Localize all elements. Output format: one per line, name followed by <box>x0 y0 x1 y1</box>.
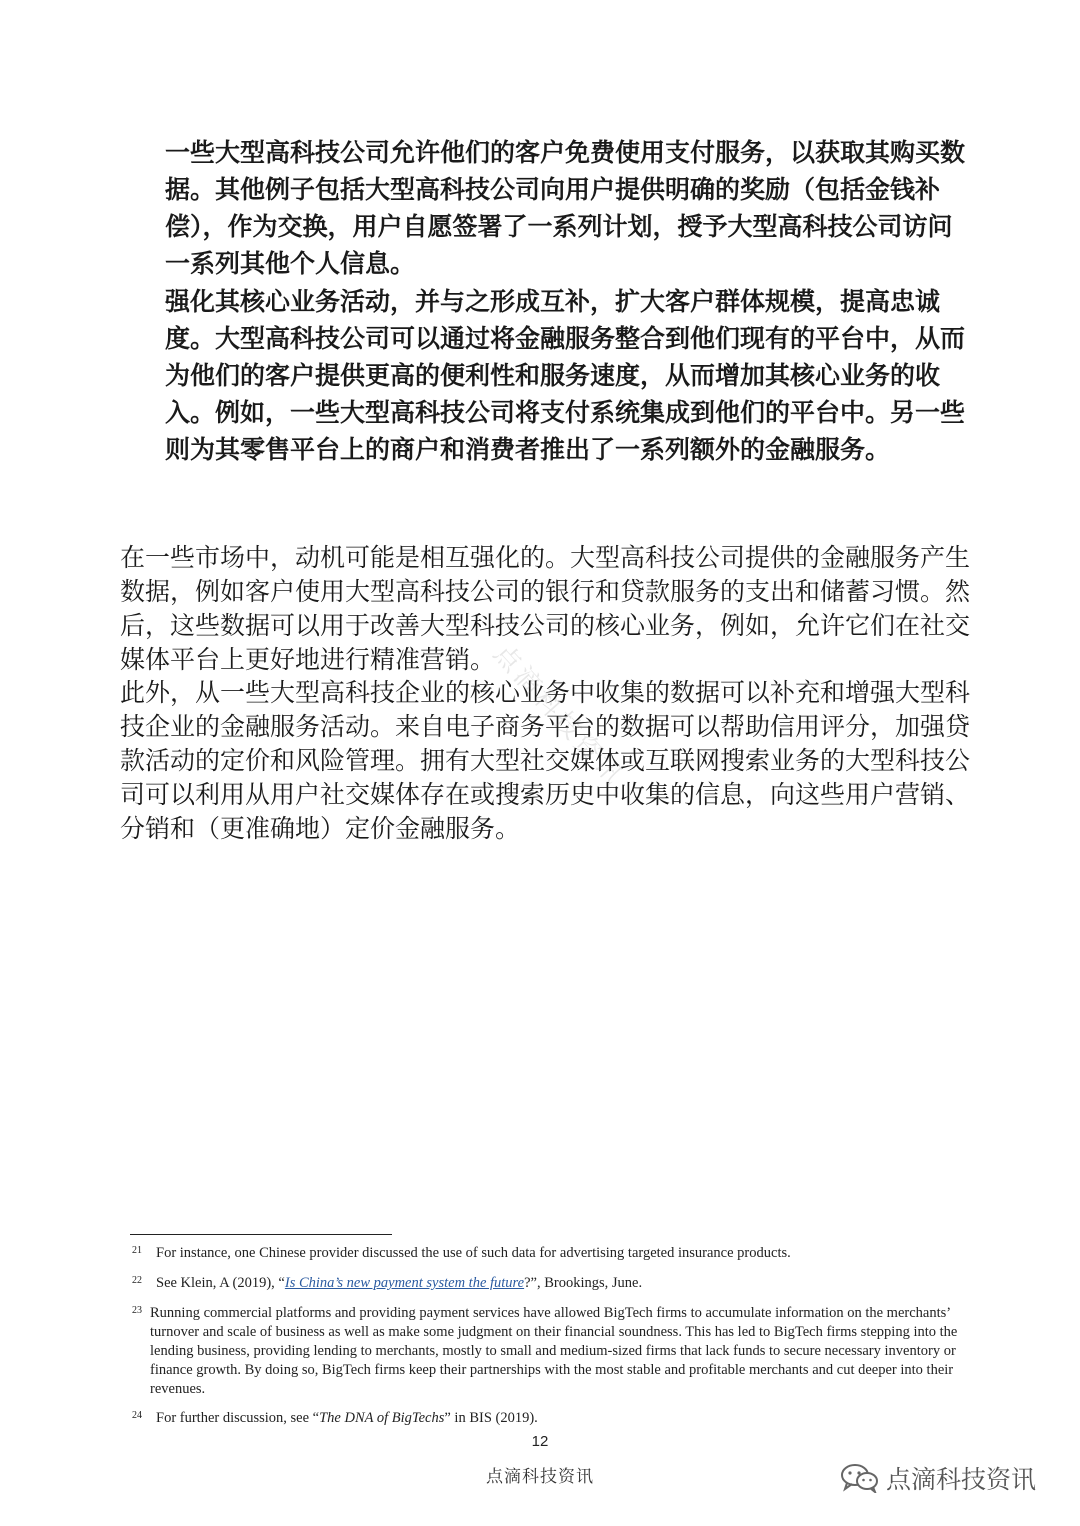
diagonal-watermark-stamp: 点滴科技资讯 <box>487 639 631 793</box>
footnote-21 <box>130 1244 960 1263</box>
footnote-number: 22 <box>132 1275 142 1286</box>
footnote-24 <box>130 1409 960 1428</box>
footnote-title: The DNA of BigTechs <box>319 1410 445 1426</box>
footnote-text: For instance, one Chinese provider discussed the use of such data for advertising targeted insurance products. <box>156 1245 791 1261</box>
bold-paragraph-text: 一些大型高科技公司允许他们的客户免费使用支付服务，以获取其购买数据。其他例子包括大型高科技公司向用户提供明确的奖励（包括金钱补偿），作为交换，用户自愿签署了一系列计划，授予大型高科技公司访问一系列其他个人信息。 <box>165 138 966 278</box>
body-paragraph-text: 在一些市场中，动机可能是相互强化的。大型高科技公司提供的金融服务产生数据，例如客户使用大型高科技公司的银行和贷款服务的支出和储蓄习惯。然后，这些数据可以用于改善大型科技公司的核心业务，例如，允许它们在社交媒体平台上更好地进行精准营销。 <box>120 543 971 674</box>
footnote-number: 24 <box>132 1410 142 1421</box>
bold-paragraph-1 <box>165 134 965 282</box>
footnote-prefix: For further discussion, see “ <box>156 1410 320 1426</box>
footnote-separator <box>130 1234 392 1235</box>
footnote-23 <box>130 1304 960 1399</box>
footnote-prefix: See Klein, A (2019), “ <box>156 1275 285 1291</box>
body-paragraph-1 <box>120 541 970 677</box>
watermark-text: 点滴科技资讯 <box>886 1465 1037 1494</box>
footer-brand: 点滴科技资讯 <box>486 1467 594 1487</box>
footnote-suffix: ?”, Brookings, June. <box>524 1275 643 1291</box>
footnote-text <box>156 1274 960 1293</box>
wechat-icon <box>840 1463 880 1493</box>
wechat-watermark <box>840 1458 1036 1498</box>
footnote-number: 21 <box>132 1245 142 1256</box>
body-paragraph-text: 此外，从一些大型高科技企业的核心业务中收集的数据可以补充和增强大型科技企业的金融服务活动。来自电子商务平台的数据可以帮助信用评分，加强贷款活动的定价和风险管理。拥有大型社交媒体或互联网搜索业务的大型科技公司可以利用从用户社交媒体存在或搜索历史中收集的信息，向这些用户营销、分销和（更准确地）定价金融服务。 <box>120 678 971 843</box>
footnote-text: Running commercial platforms and providing payment services have allowed BigTech firms to accumulate information on the merchants’ turnover and scale of business as well as make some judgment on their financial soundness. This has led to BigTech firms stepping into the lending business, providing lending to merchants, mostly to small and medium-sized firms that lack funds to secure necessary inventory or finance growth. By doing so, BigTech firms keep their partnerships with the most stable and profitable merchants and cut deeper into their revenues. <box>150 1305 958 1397</box>
bold-paragraph-text: 强化其核心业务活动，并与之形成互补，扩大客户群体规模，提高忠诚度。大型高科技公司可以通过将金融服务整合到他们现有的平台中，从而为他们的客户提供更高的便利性和服务速度，从而增加其核心业务的收入。例如，一些大型高科技公司将支付系统集成到他们的平台中。另一些则为其零售平台上的商户和消费者推出了一系列额外的金融服务。 <box>165 287 966 464</box>
bold-paragraph-2 <box>165 283 965 468</box>
body-paragraph-2 <box>120 676 970 846</box>
footnote-suffix: ” in BIS (2019). <box>444 1410 538 1426</box>
footnote-link[interactable]: Is China’s new payment system the future <box>284 1275 525 1291</box>
footnote-22 <box>130 1274 960 1293</box>
footnote-text <box>156 1409 960 1428</box>
page-number: 12 <box>531 1433 549 1450</box>
footnote-number: 23 <box>132 1305 142 1316</box>
